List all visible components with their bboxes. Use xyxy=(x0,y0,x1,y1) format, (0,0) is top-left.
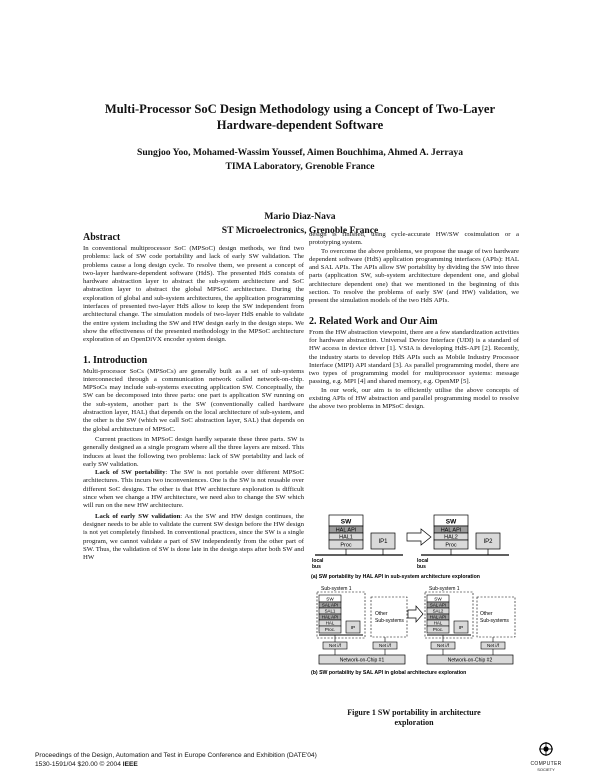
net-if-label: Net i/f xyxy=(487,643,499,648)
subsystem-1-label: Sub-system 1 xyxy=(321,586,352,592)
footer-proceedings: Proceedings of the Design, Automation and Test in Europe Conference and Exhibition (DATE'04) xyxy=(35,752,317,759)
paper-title xyxy=(40,101,560,133)
portability-text: : The SW is not portable over different MPSoC architectures. This incurs two inconveniences. One is the SW is not reusable over different SoC designs. The other is that HW architecture exploration is difficult since when we change a HW architecture, we need also to change the SW which will run on the new HW architecture. xyxy=(83,469,304,510)
hal-label: HAL xyxy=(325,620,335,626)
hal-api-label: HAL API xyxy=(429,614,447,620)
abstract-heading: Abstract xyxy=(83,232,121,243)
sw-label: SW xyxy=(434,596,442,602)
intro-paragraph-4 xyxy=(83,513,304,563)
figure-caption xyxy=(309,708,519,728)
affiliation-1: TIMA Laboratory, Grenoble France xyxy=(225,161,375,172)
affiliation-2: ST Microelectronics, Grenoble France xyxy=(221,225,379,236)
proc-label: Proc xyxy=(340,542,352,549)
local-label: local xyxy=(417,558,429,564)
sw-label: SW xyxy=(340,518,352,526)
other-subsystems-frame xyxy=(477,597,515,637)
ip-label: IP xyxy=(350,626,356,631)
caption-b: (b) SW portability by SAL API in global architecture exploration xyxy=(311,670,467,676)
related-paragraph-2: In our work, our aim is to efficiently utilise the above concepts of existing APIs of HW abstraction and parallel programming model to resolve the above two problems in MPSoC design. xyxy=(309,386,519,411)
title-line-1: Multi-Processor SoC Design Methodology using a Concept of Two-Layer xyxy=(104,102,496,116)
sw-label: SW xyxy=(445,518,457,526)
abstract-text: In conventional multiprocessor SoC (MPSoC) design methods, we find two problems: lack of SW code portability and lack of early SW validation. The problems cause a long design cycle. To resolve them, we present a concept of two-layer hardware-dependent software (HdS). The presented HdS consists of hardware abstraction layer to abstract the sub-system architecture and SoC abstraction layer to abstract the global MPSoC architecture. During the exploration of global and sub-system architectures, the application programming interfaces of presented two-layer HdS allow to keep the SW independent from architectural change. The simulation models of two-layer HdS enable to validate the entire system including the SW and HW design early in the design steps. We show the effectiveness of the presented methodology in the MPSoC architecture exploration of an OpenDiVX encoder system design. xyxy=(83,245,304,344)
noc1-label: Network-on-Chip #1 xyxy=(339,657,385,664)
other-label: Other xyxy=(375,611,388,617)
intro-paragraph-1: Multi-processor SoCs (MPSoCs) are generally built as a set of sub-systems interconnected through a communication network called network-on-chip. MPSoCs may include sub-systems executing application SW. Conceptually, the SW can be decomposed into three parts: one part is application SW running on the sub-system, another part is the SW (conventionally called hardware abstraction layer, HAL) that depends on the local architecture of sub-system, and the other is the SW (which we call SoC abstraction layer, SAL) that depends on the global architecture of MPSoC. xyxy=(83,367,304,433)
computer-society-logo xyxy=(524,742,568,772)
logo-computer: COMPUTER xyxy=(530,761,562,767)
footer-issn xyxy=(35,760,317,769)
subsystems-label: Sub-systems xyxy=(480,618,509,624)
hal-label: HAL xyxy=(433,620,443,626)
page-footer xyxy=(35,751,317,769)
related-paragraph-1: From the HW abstraction viewpoint, there are a few standardization activities for hardware abstraction. Universal Device Interface (UDI) is a standard of HW access in device driver [1]. VSIA is developing HdS-API [2]. Recently, the industry starts to develop HdS APIs such as Mobile Industry Processor Interface (MIPI) API standard [3]. As parallel programming model, there are two types of programming model for multiprocessor systems: message passing, e.g. MPI [4] and shared memory, e.g. OpenMP [5]. xyxy=(309,328,519,386)
validation-text: : As the SW and HW design continues, the designer needs to be able to validate the current SW design before the HW design is not yet completely finished. In conventional practices, since the SW is a single program, we cannot validate a part of SW independently from the other part of SW. Thus, the validation of SW is done late in the design steps after both SW and HW xyxy=(83,512,304,562)
subsystems-label: Sub-systems xyxy=(375,618,404,624)
noc2-label: Network-on-Chip #2 xyxy=(447,657,493,664)
footer-ieee: IEEE xyxy=(122,761,138,768)
local-label: local xyxy=(312,558,324,564)
ip1-label: IP1 xyxy=(378,539,388,545)
portability-runin: Lack of SW portability xyxy=(95,469,166,477)
bus-label: bus xyxy=(312,564,321,570)
net-if-label: Net i/f xyxy=(329,643,341,648)
title-line-2: Hardware-dependent Software xyxy=(216,118,384,132)
global-arch-right xyxy=(425,586,515,664)
proc-label: Proc xyxy=(445,542,457,549)
proc-label: Proc. xyxy=(324,627,336,632)
figure-caption-line-1: Figure 1 SW portability in architecture xyxy=(347,708,481,717)
intro-paragraph-5: design is finished, using cycle-accurate HW/SW cosimulation or a prototyping system. xyxy=(309,231,519,247)
sal-api-label: SAL API xyxy=(429,602,447,608)
proc-label: Proc. xyxy=(432,627,444,632)
net-if-label: Net i/f xyxy=(437,643,449,648)
logo-society: SOCIETY xyxy=(537,767,555,772)
figure-1 xyxy=(309,507,519,704)
related-heading: 2. Related Work and Our Aim xyxy=(309,315,438,327)
author-names-1: Sungjoo Yoo, Mohamed-Wassim Youssef, Aimen Bouchhima, Ahmed A. Jerraya xyxy=(136,147,464,158)
subsystem-1-label: Sub-system 1 xyxy=(429,586,460,592)
sw-label: SW xyxy=(326,596,334,602)
net-if-label: Net i/f xyxy=(379,643,391,648)
ip-label: IP xyxy=(458,626,464,631)
right-arrow-icon xyxy=(408,606,423,622)
author-block-1 xyxy=(40,146,560,174)
intro-paragraph-6: To overcome the above problems, we propose the usage of two hardware dependent software (HdS) application programming interfaces (APIs): HAL and SAL APIs. The APIs allow SW portability by dividing the SW into three parts (application SW, sub-system architecture dependent one, and global architecture dependent one) that we mentioned in the beginning of this section. To resolve the problems of early SW (and HW) validation, we present the simulation models of the two HdS APIs. xyxy=(309,247,519,305)
hal-api-label: HAL API xyxy=(321,614,339,620)
hal-api-label: HAL API xyxy=(335,527,357,534)
hal1-label: HAL1 xyxy=(339,534,353,541)
sal-api-label: SAL API xyxy=(321,602,339,608)
other-subsystems-frame xyxy=(371,597,407,637)
right-column xyxy=(309,231,519,412)
hal-api-label: HAL API xyxy=(440,527,462,534)
sal1-label: SAL1 xyxy=(324,608,336,614)
bus-label: bus xyxy=(417,564,426,570)
intro-paragraph-2: Current practices in MPSoC design hardly separate these three parts. SW is generally designed as a single program where all the three layers are mixed. This induces at least the following two problems: lack of SW portability and lack of early SW validation. xyxy=(83,435,304,468)
figure-1-diagram xyxy=(309,507,519,704)
author-names-2: Mario Diaz-Nava xyxy=(264,211,336,222)
footer-issn-text: 1530-1591/04 $20.00 © 2004 xyxy=(35,761,123,768)
intro-paragraph-3 xyxy=(83,469,304,510)
subsystem-a-left xyxy=(312,515,403,570)
hal2-label: HAL2 xyxy=(444,534,458,541)
ip2-label: IP2 xyxy=(483,539,493,545)
sal2-label: SAL2 xyxy=(432,608,444,614)
computer-society-logo-icon xyxy=(538,742,554,756)
figure-caption-line-2: exploration xyxy=(394,718,434,727)
right-arrow-icon xyxy=(407,529,431,545)
global-arch-left xyxy=(317,586,407,664)
intro-heading: 1. Introduction xyxy=(83,354,148,366)
caption-a: (a) SW portability by HAL API in sub-system architecture exploration xyxy=(311,574,480,580)
left-column xyxy=(83,231,304,562)
validation-runin: Lack of early SW validation xyxy=(95,512,181,520)
subsystem-a-right xyxy=(417,515,509,570)
other-label: Other xyxy=(480,611,493,617)
